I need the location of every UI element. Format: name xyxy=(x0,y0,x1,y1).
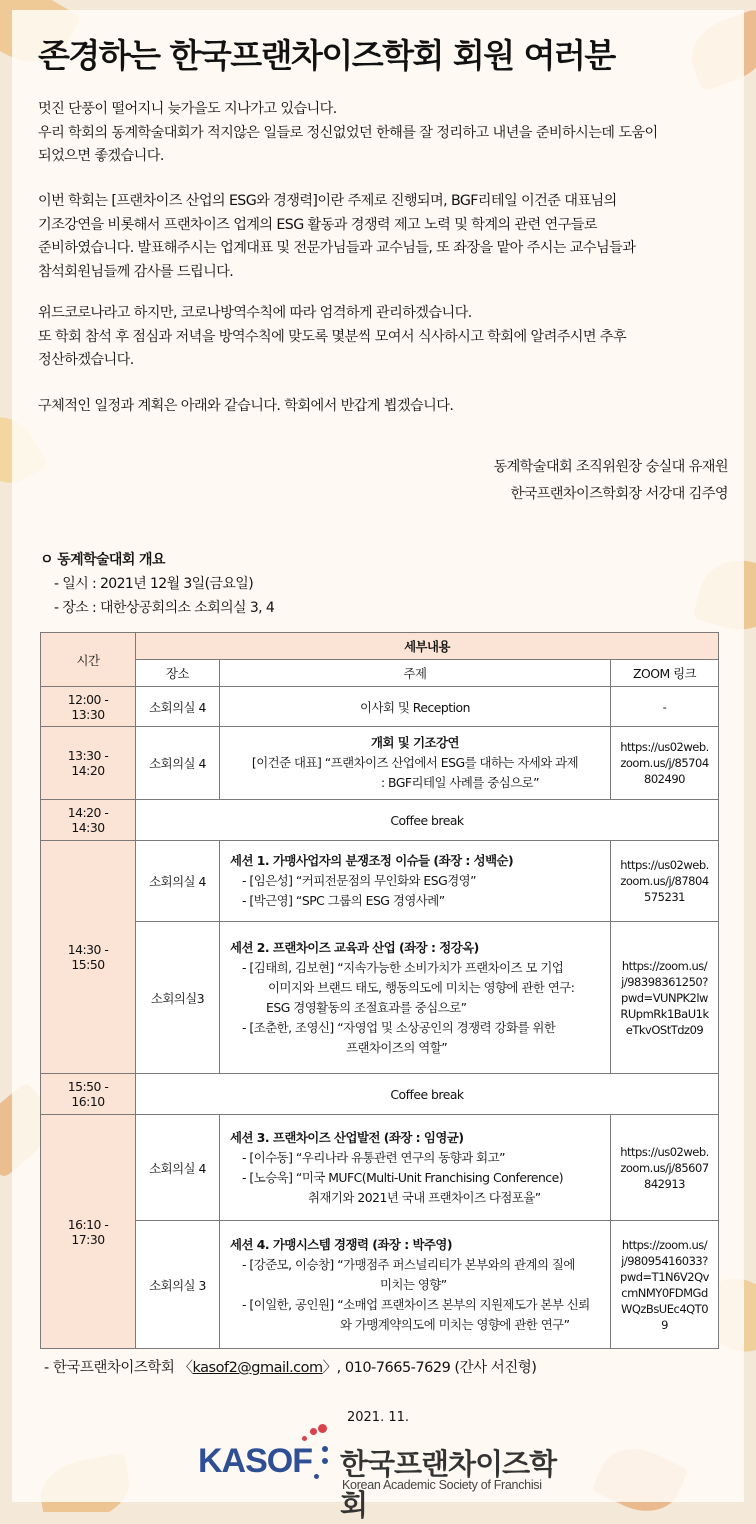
signature-block xyxy=(493,454,728,508)
page-title: 존경하는 한국프랜차이즈학회 회원 여러분 xyxy=(38,36,615,75)
table-row xyxy=(41,1115,719,1221)
overview-section xyxy=(40,548,274,620)
header-topic: 주제 xyxy=(220,660,611,687)
place-cell: 소회의실 4 xyxy=(136,727,220,800)
overview-heading: ㅇ 동계학술대회 개요 xyxy=(40,552,165,568)
text-line: 구체적인 일정과 계획은 아래와 같습니다. 학회에서 반갑게 뵙겠습니다. xyxy=(38,398,454,414)
time-cell: 16:10 - 17:30 xyxy=(41,1115,136,1349)
table-row xyxy=(41,1221,719,1349)
time-cell: 15:50 - 16:10 xyxy=(41,1074,136,1115)
logo-dot xyxy=(302,1436,307,1441)
time-cell: 14:30 - 15:50 xyxy=(41,841,136,1074)
place-cell: 소회의실 4 xyxy=(136,687,220,727)
logo-subtitle: Korean Academic Society of Franchisi xyxy=(342,1478,542,1492)
zoom-link[interactable]: https://zoom.us/j/98095416033?pwd=T1N6V2QvcmNMY0FDMGdWQzBsUEc4QT09 xyxy=(611,1221,719,1349)
place-cell: 소회의실3 xyxy=(136,922,220,1074)
time-cell: 13:30 - 14:20 xyxy=(41,727,136,800)
text-line: 또 학회 참석 후 점심과 저녁을 방역수칙에 맞도록 몇분씩 모여서 식사하시고 학회에 알려주시면 추후 xyxy=(38,328,627,345)
zoom-link[interactable]: https://us02web.zoom.us/j/85607842913 xyxy=(611,1115,719,1221)
text-line: 기조강연을 비롯해서 프랜차이즈 업계의 ESG 활동과 경쟁력 제고 노력 및 학계의 관련 연구들로 xyxy=(38,216,597,233)
intro-paragraph-1 xyxy=(38,98,728,169)
issue-date: 2021. 11. xyxy=(346,1410,410,1425)
table-row xyxy=(41,841,719,922)
text-line: 되었으면 좋겠습니다. xyxy=(38,148,164,164)
text-line: 우리 학회의 동계학술대회가 적지않은 일들로 정신없었던 한해를 잘 정리하고 내년을 준비하시는데 도움이 xyxy=(38,124,658,141)
intro-paragraph-4 xyxy=(38,395,728,419)
header-time: 시간 xyxy=(41,633,136,687)
logo-dot xyxy=(322,1446,328,1452)
intro-paragraph-2 xyxy=(38,190,728,284)
place-cell: 소회의실 4 xyxy=(136,841,220,922)
topic-cell: 세션 3. 프랜차이즈 산업발전 (좌장 : 임영균) - [이수동] “우리나라 유통관련 연구의 동향과 회고” - [노승욱] “미국 MUFC(Multi-Unit Franchising Conference) 취재기와 2021년 국내 프랜차이즈 다점포율” xyxy=(220,1115,611,1221)
signature-line: 한국프랜차이즈학회장 서강대 김주영 xyxy=(510,486,728,502)
email-link[interactable]: kasof2@gmail.com xyxy=(192,1360,323,1376)
header-place: 장소 xyxy=(136,660,220,687)
time-cell: 12:00 - 13:30 xyxy=(41,687,136,727)
table-row xyxy=(41,800,719,841)
header-detail: 세부내용 xyxy=(136,633,719,660)
text-line: 준비하였습니다. 발표해주시는 업계대표 및 전문가님들과 교수님들, 또 좌장을 맡아 주시는 교수님들과 xyxy=(38,240,636,256)
topic-cell: 개회 및 기조강연 [이건준 대표] “프랜차이즈 산업에서 ESG를 대하는 자세와 과제 : BGF리테일 사례를 중심으로” xyxy=(220,727,611,800)
logo-dot xyxy=(322,1458,328,1464)
schedule-table xyxy=(40,632,719,1349)
coffee-break-cell: Coffee break xyxy=(136,800,719,841)
zoom-cell: - xyxy=(611,687,719,727)
text-line: 참석회원님들께 감사를 드립니다. xyxy=(38,263,234,280)
place-cell: 소회의실 4 xyxy=(136,1115,220,1221)
topic-cell: 세션 2. 프랜차이즈 교육과 산업 (좌장 : 정강옥) - [김태희, 김보현] “지속가능한 소비가치가 프랜차이즈 모 기업 이미지와 브랜드 태도, 행동의도에 미치는 영향에 관한 연구: ESG 경영활동의 조절효과를 중심으로” - [조춘한, 조영신] “자영업 및 소상공인의 경쟁력 강화를 위한 프랜차이즈의 역할” xyxy=(220,922,611,1074)
zoom-link[interactable]: https://zoom.us/j/98398361250?pwd=VUNPK2lwRUpmRk1BaU1keTkvOStTdz09 xyxy=(611,922,719,1074)
overview-place: - 장소 : 대한상공회의소 소회의실 3, 4 xyxy=(54,600,275,616)
place-cell: 소회의실 3 xyxy=(136,1221,220,1349)
zoom-link[interactable]: https://us02web.zoom.us/j/87804575231 xyxy=(611,841,719,922)
topic-cell: 이사회 및 Reception xyxy=(220,687,611,727)
topic-cell: 세션 1. 가맹사업자의 분쟁조정 이슈들 (좌장 : 성백순) - [임은성] “커피전문점의 무인화와 ESG경영” - [박근영] “SPC 그룹의 ESG 경영사례” xyxy=(220,841,611,922)
text-line: 정산하겠습니다. xyxy=(38,352,134,368)
time-cell: 14:20 - 14:30 xyxy=(41,800,136,841)
contact-line: - 한국프랜차이즈학회 〈kasof2@gmail.com〉, 010-7665-7629 (간사 서진형) xyxy=(44,1360,537,1376)
text-line: 이번 학회는 [프랜차이즈 산업의 ESG와 경쟁력]이란 주제로 진행되며, BGF리테일 이건준 대표님의 xyxy=(38,193,617,209)
table-row xyxy=(41,727,719,800)
logo-dot xyxy=(318,1424,327,1433)
text-line: 위드코로나라고 하지만, 코로나방역수칙에 따라 엄격하게 관리하겠습니다. xyxy=(38,305,472,321)
coffee-break-cell: Coffee break xyxy=(136,1074,719,1115)
logo-dot xyxy=(314,1474,319,1479)
logo-text-en: KASOF xyxy=(198,1442,312,1480)
zoom-link[interactable]: https://us02web.zoom.us/j/85704802490 xyxy=(611,727,719,800)
text-line: 멋진 단풍이 떨어지니 늦가을도 지나가고 있습니다. xyxy=(38,101,337,117)
logo-text-ko: 한국프랜차이즈학회 xyxy=(340,1447,557,1522)
topic-cell: 세션 4. 가맹시스템 경쟁력 (좌장 : 박주영) - [강준모, 이승창] “가맹점주 퍼스널리티가 본부와의 관계의 질에 미치는 영향” - [이일한, 공인원] “소매업 프랜차이즈 본부의 지원제도가 본부 신뢰 와 가맹계약의도에 미치는 영향에 관한 연구” xyxy=(220,1221,611,1349)
kasof-logo xyxy=(198,1424,578,1522)
header-zoom: ZOOM 링크 xyxy=(611,660,719,687)
intro-paragraph-3 xyxy=(38,302,728,373)
signature-line: 동계학술대회 조직위원장 숭실대 유재원 xyxy=(493,459,728,475)
overview-date: - 일시 : 2021년 12월 3일(금요일) xyxy=(54,576,254,592)
table-row xyxy=(41,1074,719,1115)
table-row xyxy=(41,687,719,727)
logo-dot xyxy=(310,1428,317,1435)
table-row xyxy=(41,922,719,1074)
